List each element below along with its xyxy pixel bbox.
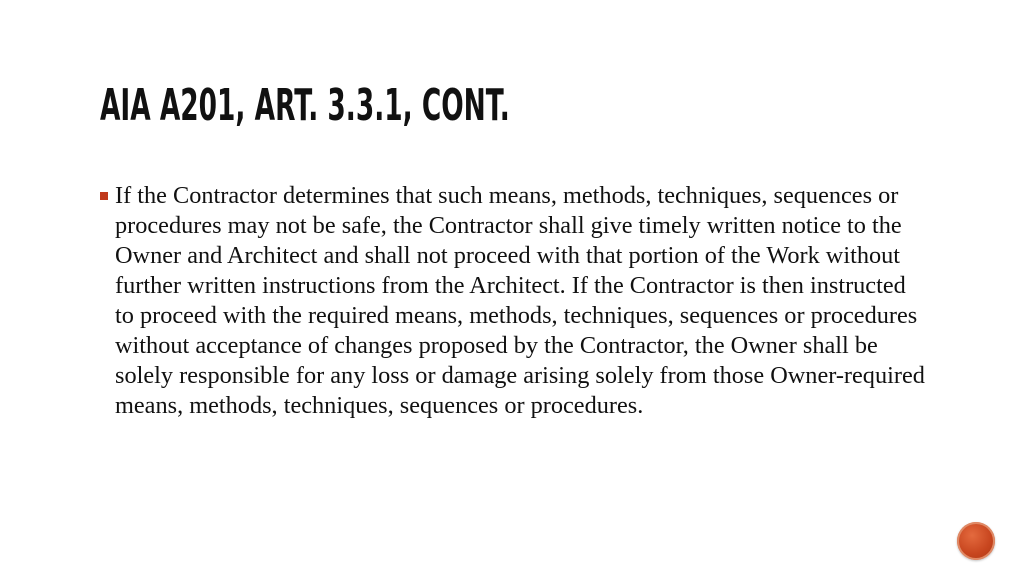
slide-body [100,181,930,421]
bullet-text: If the Contractor determines that such means, methods, techniques, sequences or procedures may not be safe, the Contractor shall give timely written notice to the Owner and Architect and shall not proceed with that portion of the Work without further written instructions from the Architect. If the Contractor is then instructed to proceed with the required means, methods, techniques, sequences or procedures without acceptance of changes proposed by the Contractor, the Owner shall be solely responsible for any loss or damage arising solely from those Owner-required means, methods, techniques, sequences or procedures. [115,182,925,419]
square-bullet-icon [100,192,108,200]
bullet-item [100,181,930,421]
page-number-badge [957,522,995,560]
slide-title: AIA A201, ART. 3.3.1, CONT. [100,80,510,131]
